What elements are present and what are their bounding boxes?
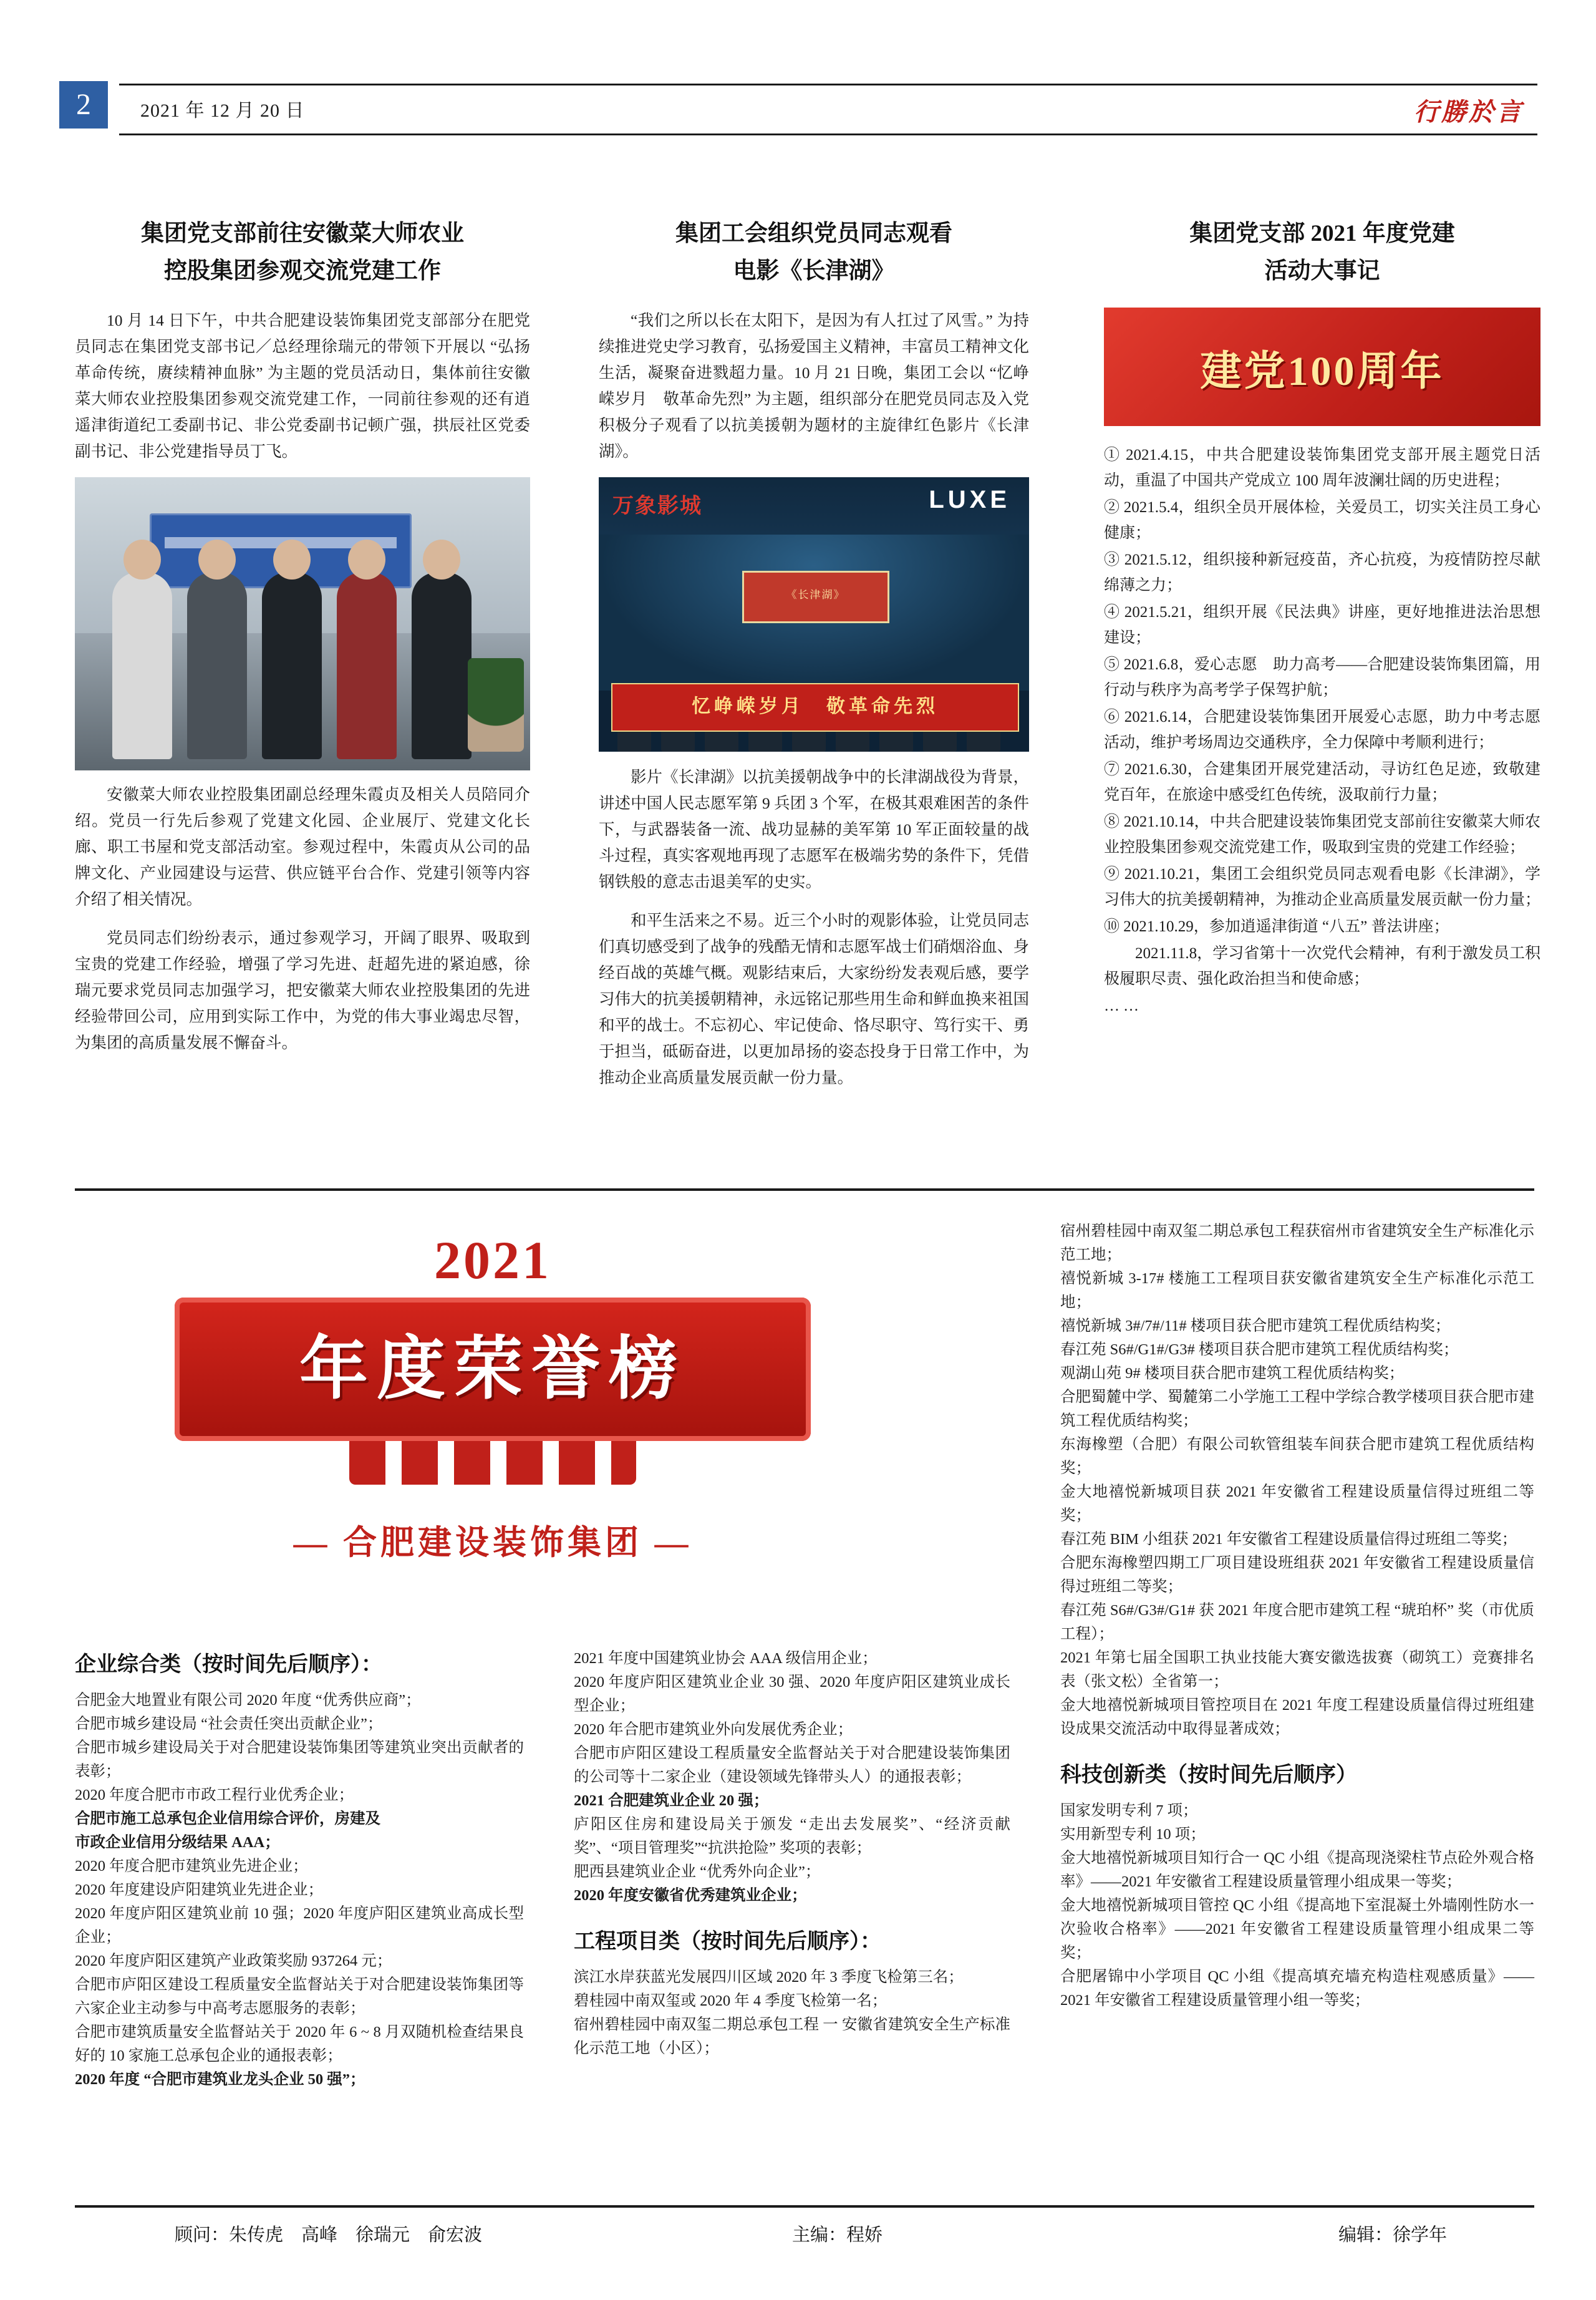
cinema-logo: 万象影城: [612, 495, 702, 518]
honor-item: 2020 年度合肥市市政工程行业优秀企业；: [75, 1787, 354, 1803]
honor-list-col-1: [75, 1647, 524, 2092]
honor-item: 金大地禧悦新城项目管控项目在 2021 年度工程建设质量信得过班组建设成果交流活动中取得显著成效；: [1060, 1697, 1534, 1737]
article-2-para-2: 影片《长津湖》以抗美援朝战争中的长津湖战役为背景，讲述中国人民志愿军第 9 兵团 3 个军，在极其艰难困苦的条件下，与武器装备一流、战功显赫的美军第 10 军正面较量的战斗过程，真实客观地再现了志愿军在极端劣势的条件下，凭借钢铁般的意志击退美军的史实。: [599, 768, 1029, 891]
cinema-banner-text: 忆峥嵘岁月 敬革命先烈: [611, 683, 1019, 732]
honor-list-col-3: [1060, 1220, 1534, 2012]
masthead-brand: 行勝於言: [1414, 98, 1524, 126]
honor-item: 禧悦新城 3-17# 楼施工工程项目获安徽省建筑安全生产标准化示范工地；: [1060, 1270, 1534, 1311]
honor-col3-heading: 科技创新类（按时间先后顺序）: [1060, 1764, 1357, 1787]
article-1-para-2: 安徽菜大师农业控股集团副总经理朱霞贞及相关人员陪同介绍。党员一行先后参观了党建文化园、企业展厅、党建文化长廊、职工书屋和党支部活动室。参观过程中，朱霞贞从公司的品牌文化、产业园建设与运营、供应链平台合作、党建引领等内容介绍了相关情况。: [75, 785, 530, 908]
honor-ribbon: [175, 1298, 811, 1441]
masthead: [59, 81, 1537, 137]
timeline-item: ⑦ 2021.6.30，合建集团开展党建活动，寻访红色足迹，致敬建党百年，在旅途中感受红色传统，汲取前行力量；: [1104, 761, 1540, 803]
honor-item: 2020 年度庐阳区建筑业企业 30 强、2020 年度庐阳区建筑业成长型企业；: [574, 1674, 1010, 1714]
honor-item: 合肥市城乡建设局 “社会责任突出贡献企业”；: [75, 1715, 383, 1732]
honor-item: 2020 年度建设庐阳建筑业先进企业；: [75, 1881, 324, 1898]
honor-subtitle: — 合肥建设装饰集团 —: [293, 1524, 692, 1561]
article-2-title-line2: 电影《长津湖》: [733, 258, 895, 284]
honor-item: 2020 年度庐阳区建筑产业政策奖励 937264 元；: [75, 1953, 392, 1969]
honor-item: 合肥屠锦中小学项目 QC 小组《提高填充墙充构造柱观感质量》——2021 年安徽省工程建设质量管理小组一等奖；: [1060, 1968, 1534, 2009]
honor-item: 2021 年度中国建筑业协会 AAA 级信用企业；: [574, 1650, 878, 1667]
timeline-item: ④ 2021.5.21，组织开展《民法典》讲座，更好地推进法治思想建设；: [1104, 604, 1540, 646]
timeline-item: 2021.11.8，学习省第十一次党代会精神，有利于激发员工积极履职尽责、强化政治担当和使命感；: [1104, 945, 1540, 987]
honor-item: 金大地禧悦新城项目知行合一 QC 小组《提高现浇梁柱节点砼外观合格率》——2021 年安徽省工程建设质量管理小组成果一等奖；: [1060, 1850, 1534, 1890]
honor-item: 金大地禧悦新城项目管控 QC 小组《提高地下室混凝土外墙刚性防水一次验收合格率》——2021 年安徽省工程建设质量管理小组成果二等奖；: [1060, 1897, 1534, 1961]
honor-item: 庐阳区住房和建设局关于颁发 “走出去发展奖”、“经济贡献奖”、“项目管理奖”“抗洪抢险” 奖项的表彰；: [574, 1816, 1010, 1856]
article-3: [1104, 215, 1540, 1020]
article-3-title-line2: 活动大事记: [1264, 258, 1380, 284]
article-1: [75, 215, 530, 1069]
honor-item: 合肥市庐阳区建设工程质量安全监督站关于对合肥建设装饰集团等六家企业主动参与中高考志愿服务的表彰；: [75, 1976, 524, 2017]
honor-item: 宿州碧桂园中南双玺二期总承包工程获宿州市省建筑安全生产标准化示范工地；: [1060, 1223, 1534, 1263]
honor-item: 国家发明专利 7 项；: [1060, 1802, 1198, 1819]
honor-item-bold: 2021 合肥建筑业企业 20 强；: [574, 1792, 769, 1809]
footer-advisors: 顾问：朱传虎 高峰 徐瑞元 俞宏波: [175, 2225, 483, 2245]
article-1-photo: [75, 477, 530, 770]
party-100-banner: [1104, 308, 1540, 426]
honor-list-col-2: [574, 1647, 1010, 2060]
article-1-title-line2: 控股集团参观交流党建工作: [164, 258, 441, 284]
issue-date: 2021 年 12 月 20 日: [140, 100, 305, 121]
honor-item: 实用新型专利 10 项；: [1060, 1826, 1206, 1843]
honor-title: 年度荣誉榜: [299, 1331, 686, 1407]
footer-chief-editor: 主编：程娇: [792, 2225, 883, 2245]
timeline-item: ③ 2021.5.12，组织接种新冠疫苗，齐心抗疫，为疫情防控尽献绵薄之力；: [1104, 551, 1540, 594]
article-2-title: [599, 215, 1029, 290]
article-2-para-3: 和平生活来之不易。近三个小时的观影体验，让党员同志们真切感受到了战争的残酷无情和志愿军战士们硝烟浴血、身经百战的英雄气概。观影结束后，大家纷纷发表观后感，要学习伟大的抗美援朝精神，永远铭记那些用生命和鲜血换来祖国和平的战士。不忘初心、牢记使命、恪尽职守、笃行实干、勇于担当，砥砺奋进，以更加昂扬的姿态投身于日常工作中，为推动企业高质量发展贡献一份力量。: [599, 911, 1029, 1087]
honor-year: 2021: [434, 1230, 551, 1290]
section-divider: [75, 1188, 1534, 1191]
honor-col2-heading: 工程项目类（按时间先后顺序）：: [574, 1930, 881, 1953]
article-1-para-3: 党员同志们纷纷表示，通过参观学习，开阔了眼界、吸取到宝贵的党建工作经验，增强了学习先进、赶超先进的紧迫感，徐瑞元要求党员同志加强学习，把安徽菜大师农业控股集团的先进经验带回公司，应用到实际工作中，为党的伟大事业竭忠尽智，为集团的高质量发展不懈奋斗。: [75, 929, 530, 1052]
cinema-screen: [742, 571, 889, 623]
timeline-item: ① 2021.4.15，中共合肥建设装饰集团党支部开展主题党日活动，重温了中国共产党成立 100 周年波澜壮阔的历史进程；: [1104, 447, 1540, 489]
honor-item: 禧悦新城 3#/7#/11# 楼项目获合肥市建筑工程优质结构奖；: [1060, 1317, 1451, 1334]
honor-roll-graphic: [75, 1223, 911, 1628]
honor-item: 合肥市庐阳区建设工程质量安全监督站关于对合肥建设装饰集团的公司等十二家企业（建设领域先锋带头人）的通报表彰；: [574, 1745, 1010, 1785]
honor-item: 春江苑 S6#/G3#/G1# 获 2021 年度合肥市建筑工程 “琥珀杯” 奖（市优质工程）；: [1060, 1602, 1534, 1643]
honor-item: 2020 年合肥市建筑业外向发展优秀企业；: [574, 1721, 853, 1738]
honor-item: 肥西县建筑业企业 “优秀外向企业”；: [574, 1863, 821, 1880]
honor-item: 2020 年度合肥市建筑业先进企业；: [75, 1858, 308, 1875]
honor-item: 合肥东海橡塑四期工厂项目建设班组获 2021 年安徽省工程建设质量信得过班组二等奖；: [1060, 1555, 1534, 1595]
article-1-title-line1: 集团党支部前往安徽菜大师农业: [141, 221, 464, 246]
article-3-title: [1104, 215, 1540, 290]
honor-ribbon-tails: [349, 1441, 636, 1485]
article-2-title-line1: 集团工会组织党员同志观看: [675, 221, 952, 246]
honor-item-bold: 2020 年度安徽省优秀建筑业企业；: [574, 1887, 807, 1904]
honor-item-bold: 市政企业信用分级结果 AAA；: [75, 1834, 280, 1851]
honor-item: 春江苑 S6#/G1#/G3# 楼项目获合肥市建筑工程优质结构奖；: [1060, 1341, 1459, 1358]
honor-col1-heading: 企业综合类（按时间先后顺序）：: [75, 1653, 382, 1676]
article-2: [599, 215, 1029, 1104]
timeline-item: ② 2021.5.4，组织全员开展体检，关爱员工，切实关注员工身心健康；: [1104, 499, 1540, 541]
honor-item: 合肥蜀麓中学、蜀麓第二小学施工工程中学综合教学楼项目获合肥市建筑工程优质结构奖；: [1060, 1389, 1534, 1429]
timeline-item: ⑧ 2021.10.14，中共合肥建设装饰集团党支部前往安徽菜大师农业控股集团参观交流党建工作，吸取到宝贵的党建工作经验；: [1104, 813, 1540, 856]
timeline-item: ⑥ 2021.6.14，合肥建设装饰集团开展爱心志愿，助力中考志愿活动，维护考场周边交通秩序，全力保障中考顺利进行；: [1104, 709, 1540, 751]
article-1-para-1: 10 月 14 日下午，中共合肥建设装饰集团党支部部分在肥党员同志在集团党支部书记／总经理徐瑞元的带领下开展以 “弘扬革命传统，赓续精神血脉” 为主题的党员活动日，集体前往安徽菜大师农业控股集团参观交流党建工作，一同前往参观的还有逍遥津街道纪工委副书记、非公党委副书记顿广强，拱辰社区党委副书记、非公党建指导员丁飞。: [75, 311, 530, 460]
honor-item: 合肥金大地置业有限公司 2020 年度 “优秀供应商”；: [75, 1692, 421, 1709]
honor-item: 合肥市建筑质量安全监督站关于 2020 年 6 ~ 8 月双随机检查结果良好的 10 家施工总承包企业的通报表彰；: [75, 2024, 524, 2064]
party-100-banner-text: 建党100周年: [1200, 348, 1444, 394]
timeline-item: ⑩ 2021.10.29，参加逍遥津街道 “八五” 普法讲座；: [1104, 918, 1449, 935]
honor-item: 滨江水岸获蓝光发展四川区域 2020 年 3 季度飞检第三名；: [574, 1969, 964, 1986]
honor-item: 金大地禧悦新城项目获 2021 年安徽省工程建设质量信得过班组二等奖；: [1060, 1483, 1534, 1524]
honor-item-bold: 2020 年度 “合肥市建筑业龙头企业 50 强”；: [75, 2071, 365, 2088]
timeline-item: ⑨ 2021.10.21，集团工会组织党员同志观看电影《长津湖》，学习伟大的抗美援朝精神，为推动企业高质量发展贡献一份力量；: [1104, 866, 1541, 908]
honor-item: 碧桂园中南双玺或 2020 年 4 季度飞检第一名；: [574, 1992, 887, 2009]
honor-item: 东海橡塑（合肥）有限公司软管组装车间获合肥市建筑工程优质结构奖；: [1060, 1436, 1534, 1477]
honor-item: 观湖山苑 9# 楼项目获合肥市建筑工程优质结构奖；: [1060, 1365, 1405, 1382]
honor-item: 2020 年度庐阳区建筑业前 10 强；2020 年度庐阳区建筑业高成长型企业；: [75, 1905, 524, 1946]
article-2-photo-cinema: [599, 477, 1029, 752]
timeline-item: ⑤ 2021.6.8，爱心志愿 助力高考——合肥建设装饰集团篇，用行动与秩序为高考学子保驾护航；: [1104, 656, 1540, 699]
masthead-rule-top: [119, 84, 1537, 85]
masthead-rule-bottom: [119, 133, 1537, 135]
page-number: 2: [59, 81, 108, 129]
article-3-title-line1: 集团党支部 2021 年度党建: [1189, 221, 1455, 246]
footer-editor: 编辑：徐学年: [1338, 2225, 1447, 2245]
honor-item: 合肥市城乡建设局关于对合肥建设装饰集团等建筑业突出贡献者的表彰；: [75, 1739, 524, 1780]
honor-item: 春江苑 BIM 小组获 2021 年安徽省工程建设质量信得过班组二等奖；: [1060, 1531, 1517, 1548]
timeline-ellipsis: ……: [1104, 997, 1143, 1014]
article-1-title: [75, 215, 530, 290]
honor-item: 宿州碧桂园中南双玺二期总承包工程 一 安徽省建筑安全生产标准化示范工地（小区）；: [574, 2016, 1010, 2057]
footer-divider: [75, 2205, 1534, 2208]
cinema-luxe-label: LUXE: [929, 486, 1010, 513]
honor-item-bold: 合肥市施工总承包企业信用综合评价，房建及: [75, 1810, 380, 1827]
article-2-para-1: “我们之所以长在太阳下，是因为有人扛过了风雪。” 为持续推进党史学习教育，弘扬爱国主义精神，丰富员工精神文化生活，凝聚奋进戮超力量。10 月 21 日晚，集团工会以 “忆峥嵘岁月 敬革命先烈” 为主题，组织部分在肥党员同志及入党积极分子观看了以抗美援朝为题材的主旋律红色影片《长津湖》。: [599, 311, 1029, 460]
honor-item: 2021 年第七届全国职工执业技能大赛安徽选拔赛（砌筑工）竞赛排名表（张文松）全省第一；: [1060, 1649, 1534, 1690]
cinema-screen-text: 《长津湖》: [786, 589, 846, 601]
